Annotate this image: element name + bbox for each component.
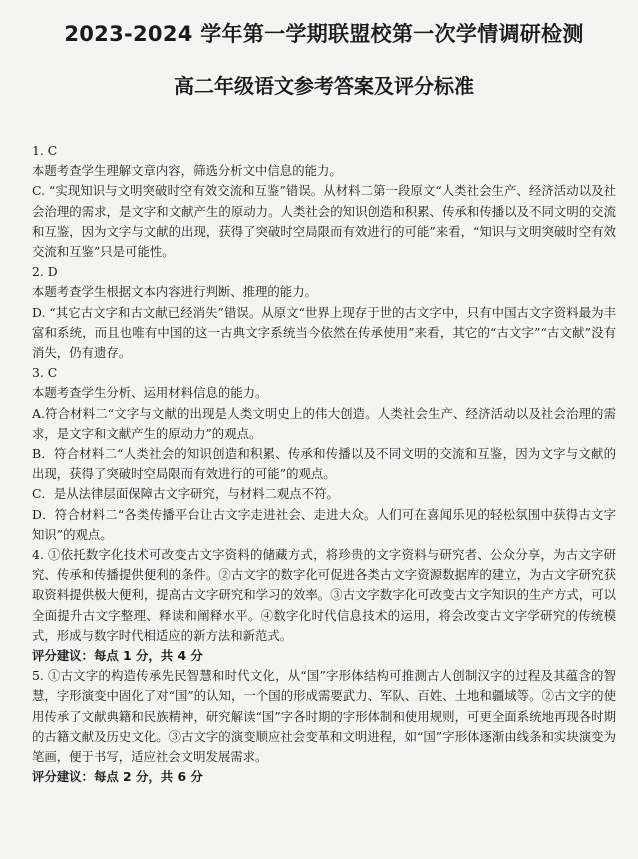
scoring-note: 评分建议：每点 1 分，共 4 分 [32, 648, 203, 664]
explanation-line: C. “实现知识与文明突破时空有效交流和互鉴”错误。从材料二第一段原文“人类社会生产、经济活动以及社会治理的需求，是文字和文献产生的原动力。人类社会的知识创造和积累、传承和传播以及不同文明的交流和互鉴，因为文字与文献的出现，获得了突破时空局限而有效进行的可能”来看，“知识与文明突破时空有效交流和互鉴”只是可能性。 [32, 183, 616, 260]
option-analysis-line: A.符合材料二“文字与文献的出现是人类文明史上的伟大创造。人类社会生产、经济活动以及社会治理的需求，是文字和文献产生的原动力”的观点。 [32, 405, 616, 441]
explanation-line: 本题考查学生分析、运用材料信息的能力。 [32, 385, 268, 401]
option-analysis-line: B．符合材料二“人类社会的知识创造和积累、传承和传播以及不同文明的交流和互鉴，因为文字与文献的出现，获得了突破时空局限而有效进行的可能”的观点。 [32, 446, 616, 482]
answer-line: 1. C [32, 143, 58, 158]
option-analysis-line: C．是从法律层面保障古文字研究，与材料二观点不符。 [32, 486, 339, 502]
answer-paragraph: 4. ①依托数字化技术可改变古文字资料的储藏方式，将珍贵的文字资料与研究者、公众分享，为古文字研究、传承和传播提供便利的条件。②古文字的数字化可促进各类古文字资源数据库的建立，为古文字研究获取资料提供极大便利，提高古文字研究和学习的效率。③古文字数字化可改变古文字知识的生产方式，可以全面提升古文字整理、释读和阐释水平。④数字化时代信息技术的运用，将会改变古文字学研究的传统模式，形成与数字时代相适应的新方法和新范式。 [32, 547, 616, 643]
page-title: 2023-2024 学年第一学期联盟校第一次学情调研检测 [64, 22, 584, 46]
option-analysis-line: D．符合材料二“各类传播平台让古文字走进社会、走进大众。人们可在喜闻乐见的轻松氛围中获得古文字知识”的观点。 [32, 506, 616, 542]
answer-content [32, 141, 616, 788]
page-subtitle: 高二年级语文参考答案及评分标准 [174, 74, 474, 98]
explanation-line: 本题考查学生理解文章内容，筛选分析文中信息的能力。 [32, 163, 342, 179]
answer-line: 2. D [32, 264, 58, 280]
answer-line: 3. C [32, 365, 58, 381]
scoring-note: 评分建议：每点 2 分，共 6 分 [32, 769, 203, 785]
explanation-line: 本题考查学生根据文本内容进行判断、推理的能力。 [32, 284, 317, 300]
answer-paragraph: 5. ①古文字的构造传承先民智慧和时代文化，从“国”字形体结构可推测古人创制汉字的过程及其蕴含的智慧，字形演变中固化了对“国”的认知，一个国的形成需要武力、军队、百姓、土地和疆域等。②古文字的使用传承了文献典籍和民族精神，研究解读“国”字各时期的字形体制和使用规则，可更全面系统地再现各时期的古籍文献及历史文化。③古文字的演变顺应社会变革和文明进程，如“国”字形体逐渐由线条和实块演变为笔画，便于书写，适应社会文明发展需求。 [32, 668, 616, 765]
explanation-line: D. “其它古文字和古文献已经消失”错误。从原文“世界上现存于世的古文字中，只有中国古文字资料最为丰富和系统，而且也唯有中国的这一古典文字系统当今依然在传承使用”来看，其它的“古文字”“古文献”没有消失，仍有遗存。 [32, 304, 616, 361]
